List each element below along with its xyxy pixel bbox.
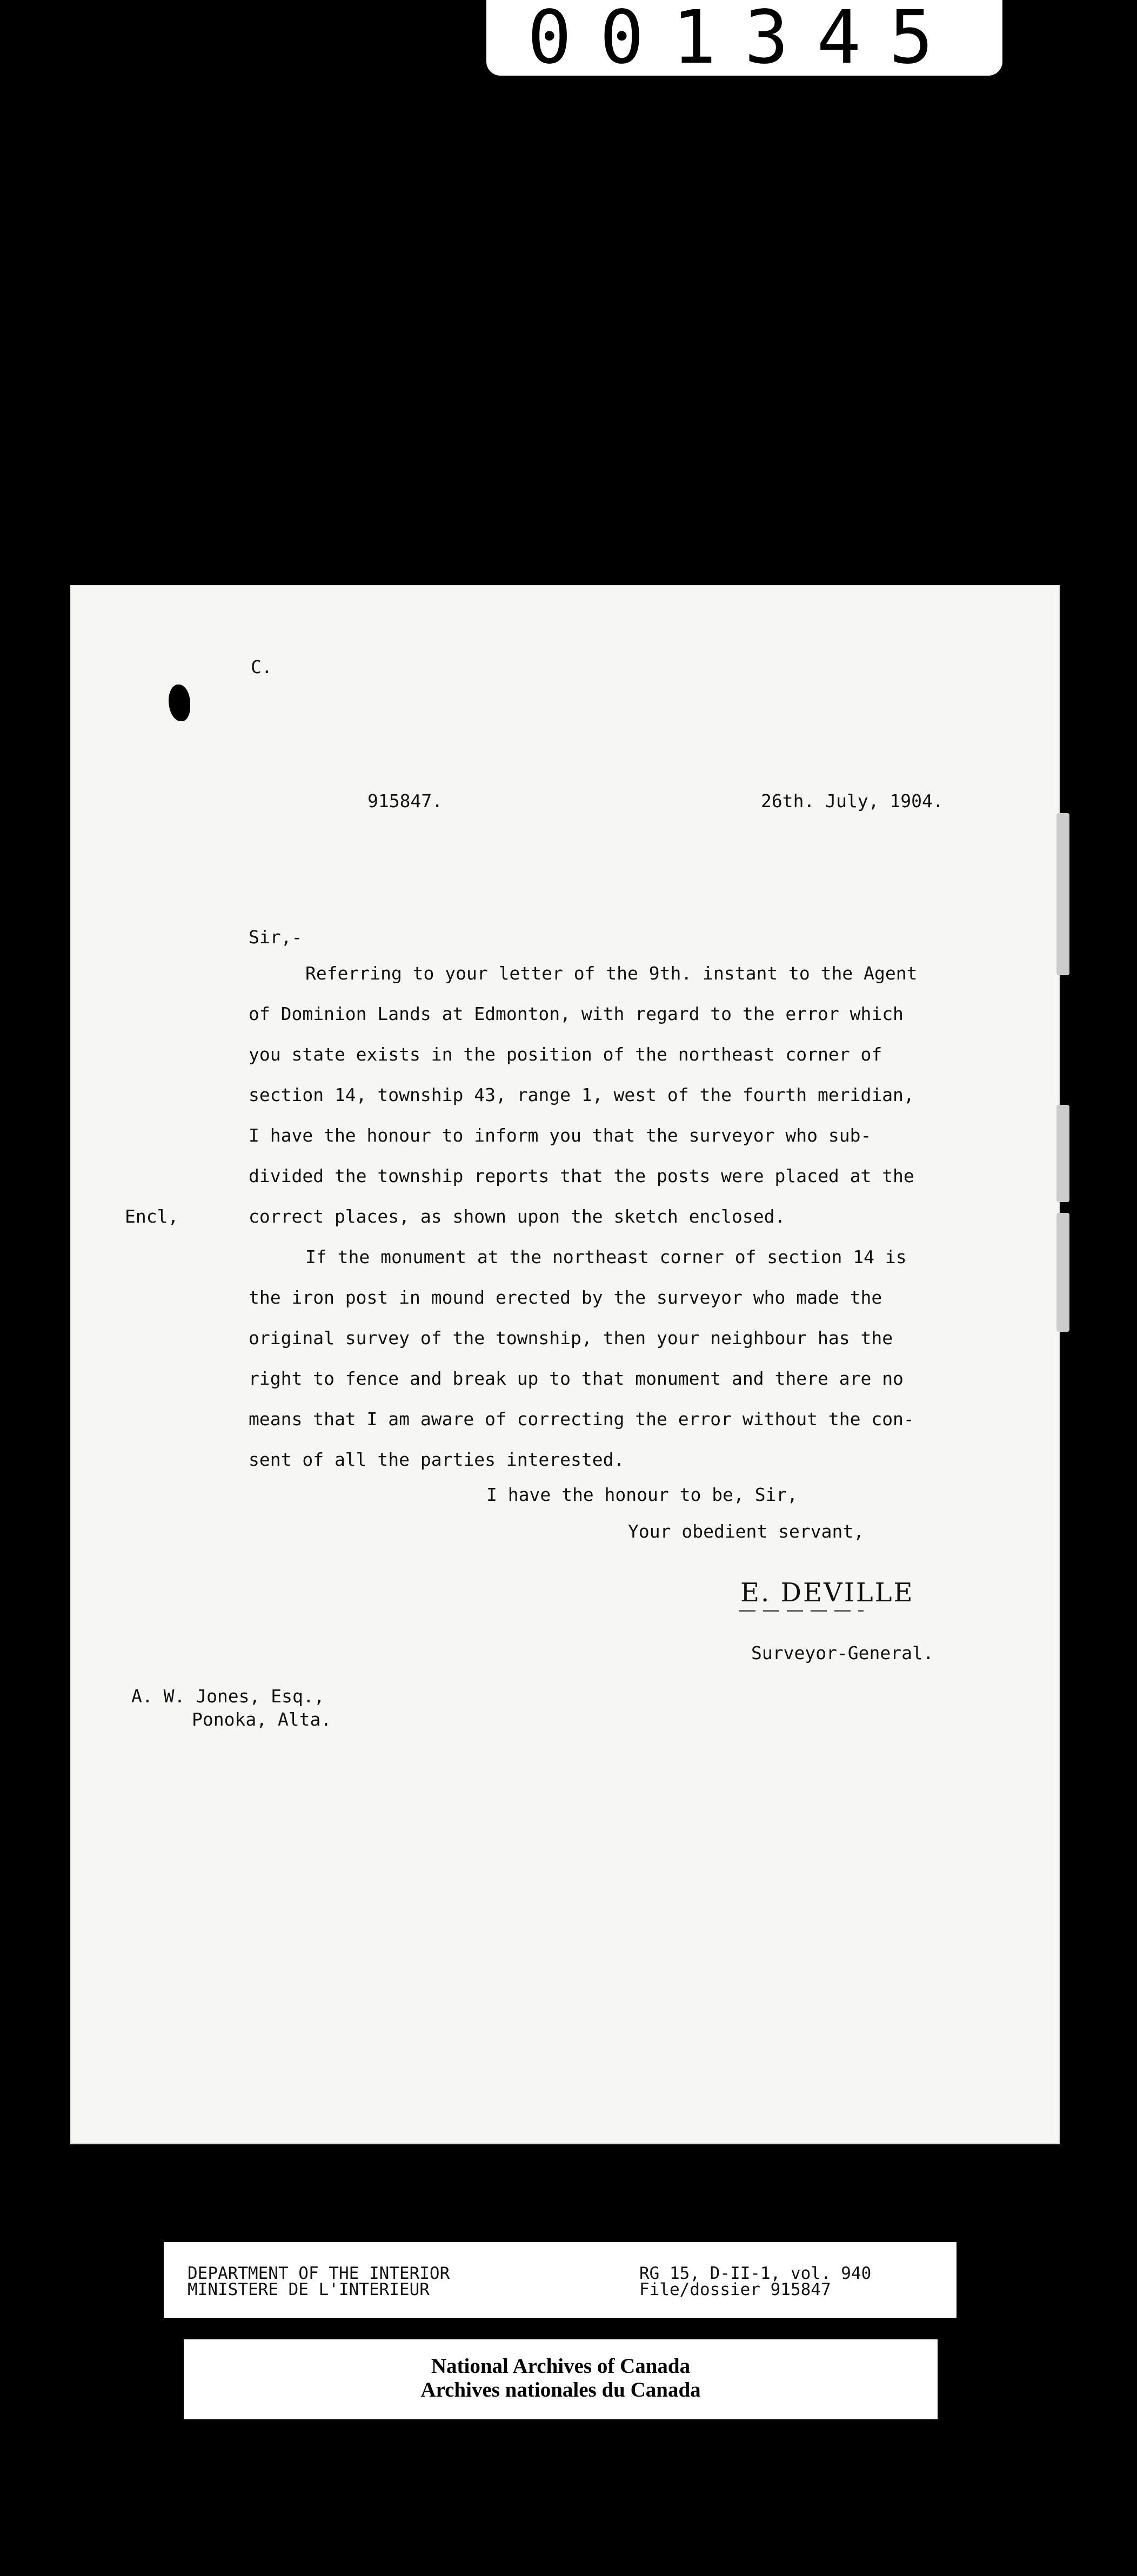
salutation: Sir,- xyxy=(249,927,303,948)
archives-label xyxy=(184,2339,938,2419)
body-line: the iron post in mound erected by the surveyor who made the xyxy=(249,1287,882,1308)
archives-fr: Archives nationales du Canada xyxy=(420,2378,701,2401)
body-line: correct places, as shown upon the sketch enclosed. xyxy=(249,1206,786,1227)
dept-en: DEPARTMENT OF THE INTERIOR xyxy=(188,2264,450,2283)
signer-title: Surveyor-General. xyxy=(751,1642,934,1663)
letter-date: 26th. July, 1904. xyxy=(761,790,944,811)
body-line: original survey of the township, then your neighbour has the xyxy=(249,1327,893,1349)
body-line: sent of all the parties interested. xyxy=(249,1449,625,1470)
letter-page xyxy=(71,586,1059,2143)
closing-line: I have the honour to be, Sir, xyxy=(486,1484,798,1505)
body-line: divided the township reports that the posts were placed at the xyxy=(249,1165,914,1186)
body-line: I have the honour to inform you that the surveyor who sub- xyxy=(249,1125,872,1146)
page-edge xyxy=(1056,1105,1069,1202)
signature-underline xyxy=(739,1610,864,1612)
body-line: Referring to your letter of the 9th. instant to the Agent xyxy=(305,963,918,984)
page-edge xyxy=(1056,1213,1069,1332)
addressee-name: A. W. Jones, Esq., xyxy=(131,1686,325,1707)
enclosure-note: Encl, xyxy=(125,1206,179,1227)
department-label xyxy=(164,2242,957,2318)
file-number: 915847. xyxy=(367,790,443,811)
file-dossier: File/dossier 915847 xyxy=(639,2280,831,2299)
dept-fr: MINISTERE DE L'INTERIEUR xyxy=(188,2280,430,2299)
body-line: you state exists in the position of the northeast corner of xyxy=(249,1044,882,1065)
frame-number: 001345 xyxy=(486,0,1002,76)
body-line: of Dominion Lands at Edmonton, with regard to the error which xyxy=(249,1003,904,1024)
page-edge xyxy=(1056,813,1069,975)
body-line: If the monument at the northeast corner of section 14 is xyxy=(305,1246,907,1267)
archives-en: National Archives of Canada xyxy=(431,2354,691,2378)
addressee-place: Ponoka, Alta. xyxy=(192,1709,332,1730)
letter-mark: C. xyxy=(251,656,272,677)
record-group: RG 15, D-II-1, vol. 940 xyxy=(639,2264,872,2283)
body-line: means that I am aware of correcting the error without the con- xyxy=(249,1408,914,1430)
closing-line: Your obedient servant, xyxy=(628,1521,865,1542)
body-line: right to fence and break up to that monument and there are no xyxy=(249,1368,904,1389)
body-line: section 14, township 43, range 1, west of the fourth meridian, xyxy=(249,1084,914,1105)
ink-blot xyxy=(169,685,190,721)
signature-stamp: E. DEVILLE xyxy=(740,1578,914,1608)
